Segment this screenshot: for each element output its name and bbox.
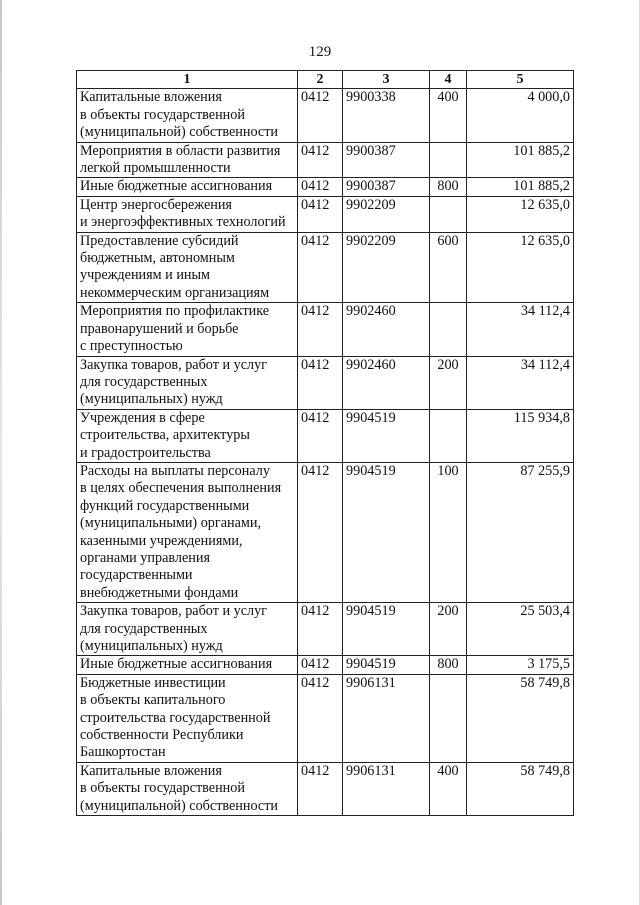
row-name: Центр энергосбережения и энергоэффективных технологий [77, 196, 298, 232]
table-row [77, 462, 574, 602]
row-section-code: 0412 [298, 303, 343, 356]
row-target-code: 9906131 [343, 674, 430, 762]
budget-table [76, 70, 574, 816]
row-section-code: 0412 [298, 89, 343, 142]
row-name: Предоставление субсидий бюджетным, автономным учреждениям и иным некоммерческим организациям [77, 232, 298, 303]
row-amount: 12 635,0 [467, 196, 574, 232]
row-name: Мероприятия по профилактике правонарушений и борьбе с преступностью [77, 303, 298, 356]
header-col-4: 4 [430, 71, 467, 89]
table-row [77, 656, 574, 674]
row-amount: 87 255,9 [467, 462, 574, 602]
row-section-code: 0412 [298, 356, 343, 409]
row-section-code: 0412 [298, 462, 343, 602]
row-name: Иные бюджетные ассигнования [77, 178, 298, 196]
row-expense-type: 800 [430, 178, 467, 196]
header-row [77, 71, 574, 89]
table-row [77, 674, 574, 762]
scan-edge-left [0, 0, 2, 905]
row-section-code: 0412 [298, 674, 343, 762]
row-expense-type [430, 303, 467, 356]
row-target-code: 9902209 [343, 196, 430, 232]
row-expense-type: 200 [430, 603, 467, 656]
row-target-code: 9906131 [343, 762, 430, 815]
row-expense-type [430, 409, 467, 462]
row-target-code: 9900387 [343, 142, 430, 178]
row-target-code: 9902209 [343, 232, 430, 303]
table-row [77, 89, 574, 142]
row-section-code: 0412 [298, 142, 343, 178]
row-expense-type: 400 [430, 762, 467, 815]
row-name: Иные бюджетные ассигнования [77, 656, 298, 674]
row-expense-type [430, 142, 467, 178]
row-expense-type: 600 [430, 232, 467, 303]
row-expense-type: 800 [430, 656, 467, 674]
row-expense-type [430, 196, 467, 232]
header-col-3: 3 [343, 71, 430, 89]
table-header [77, 71, 574, 89]
row-section-code: 0412 [298, 603, 343, 656]
table-row [77, 142, 574, 178]
row-target-code: 9902460 [343, 356, 430, 409]
row-target-code: 9904519 [343, 603, 430, 656]
table-body [77, 89, 574, 816]
row-amount: 34 112,4 [467, 356, 574, 409]
table-row [77, 178, 574, 196]
table-row [77, 762, 574, 815]
header-col-2: 2 [298, 71, 343, 89]
row-amount: 3 175,5 [467, 656, 574, 674]
row-name: Закупка товаров, работ и услуг для государственных (муниципальных) нужд [77, 603, 298, 656]
row-name: Учреждения в сфере строительства, архитектуры и градостроительства [77, 409, 298, 462]
row-target-code: 9900338 [343, 89, 430, 142]
table-row [77, 409, 574, 462]
row-section-code: 0412 [298, 656, 343, 674]
table-row [77, 603, 574, 656]
row-section-code: 0412 [298, 178, 343, 196]
row-target-code: 9904519 [343, 656, 430, 674]
row-expense-type: 100 [430, 462, 467, 602]
row-name: Расходы на выплаты персоналу в целях обеспечения выполнения функций государственными (муниципальными) органами, казенными учреждениями, органами управления государственными внебюджетными фондами [77, 462, 298, 602]
row-amount: 58 749,8 [467, 762, 574, 815]
table-row [77, 232, 574, 303]
page-number: 129 [308, 44, 332, 60]
table-row [77, 303, 574, 356]
row-amount: 101 885,2 [467, 178, 574, 196]
row-expense-type [430, 674, 467, 762]
row-section-code: 0412 [298, 196, 343, 232]
row-amount: 34 112,4 [467, 303, 574, 356]
row-target-code: 9900387 [343, 178, 430, 196]
row-amount: 25 503,4 [467, 603, 574, 656]
row-amount: 101 885,2 [467, 142, 574, 178]
row-section-code: 0412 [298, 762, 343, 815]
row-name: Мероприятия в области развития легкой промышленности [77, 142, 298, 178]
row-name: Капитальные вложения в объекты государственной (муниципальной) собственности [77, 89, 298, 142]
row-expense-type: 400 [430, 89, 467, 142]
row-target-code: 9904519 [343, 462, 430, 602]
header-col-5: 5 [467, 71, 574, 89]
row-amount: 115 934,8 [467, 409, 574, 462]
table-row [77, 356, 574, 409]
row-name: Капитальные вложения в объекты государственной (муниципальной) собственности [77, 762, 298, 815]
row-section-code: 0412 [298, 232, 343, 303]
header-col-1: 1 [77, 71, 298, 89]
row-target-code: 9904519 [343, 409, 430, 462]
row-name: Закупка товаров, работ и услуг для государственных (муниципальных) нужд [77, 356, 298, 409]
row-section-code: 0412 [298, 409, 343, 462]
row-amount: 4 000,0 [467, 89, 574, 142]
row-target-code: 9902460 [343, 303, 430, 356]
row-name: Бюджетные инвестиции в объекты капитального строительства государственной собственности Республики Башкортостан [77, 674, 298, 762]
row-amount: 58 749,8 [467, 674, 574, 762]
row-amount: 12 635,0 [467, 232, 574, 303]
row-expense-type: 200 [430, 356, 467, 409]
table-row [77, 196, 574, 232]
